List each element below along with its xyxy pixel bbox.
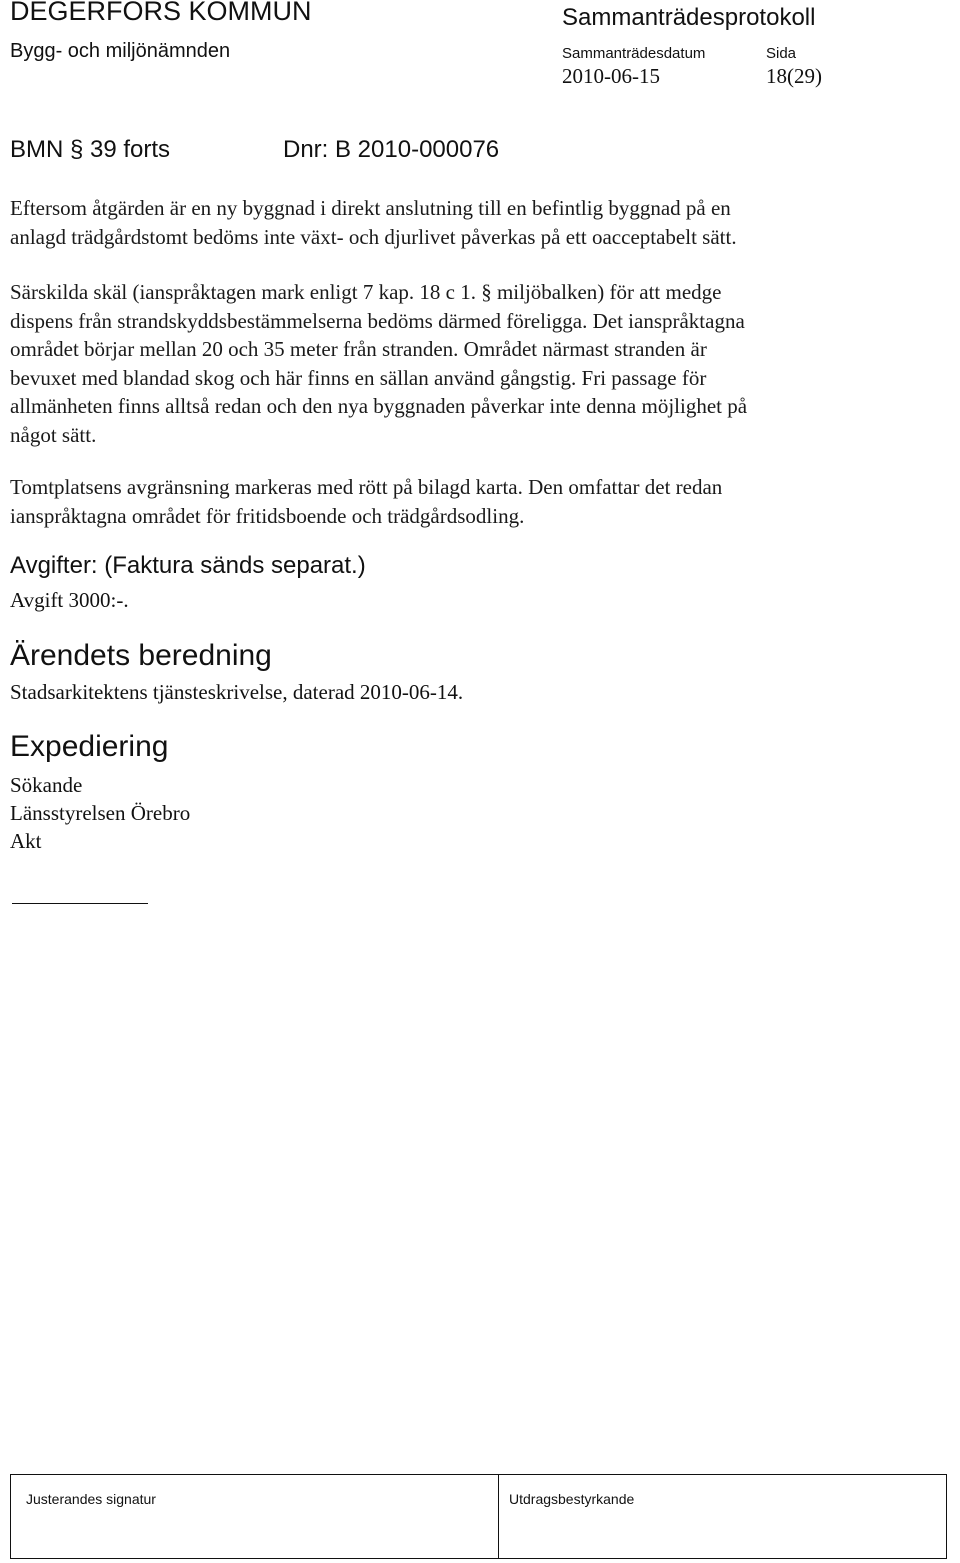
dispatch-recipient: Akt (10, 829, 42, 853)
fees-heading: Avgifter: (Faktura sänds separat.) (10, 552, 366, 579)
signature-label: Justerandes signatur (26, 1491, 156, 1507)
text-line: Tomtplatsens avgränsning markeras med rött på bilagd karta. Den omfattar det redan (10, 475, 723, 499)
extract-cell (499, 1475, 946, 1558)
case-number: Dnr: B 2010-000076 (283, 136, 500, 163)
fee-amount: Avgift 3000:-. (10, 588, 129, 612)
text-line: området börjar mellan 20 och 35 meter från stranden. Området närmast stranden är (10, 337, 707, 361)
extract-label: Utdragsbestyrkande (509, 1491, 635, 1507)
text-line: dispens från strandskyddsbestämmelserna bedöms därmed föreligga. Det ianspråktagna (10, 308, 745, 333)
organization-name: DEGERFORS KOMMUN (10, 0, 312, 26)
paragraph-special-reasons (10, 278, 890, 449)
text-line: Särskilda skäl (ianspråktagen mark enligt 7 kap. 18 c 1. § miljöbalken) för att medge (10, 280, 722, 304)
dispatch-list (10, 771, 190, 855)
department-name: Bygg- och miljönämnden (10, 40, 231, 62)
paragraph-plot-boundary (10, 473, 890, 530)
meeting-date-label: Sammanträdesdatum (562, 45, 706, 62)
paragraph-assessment (10, 194, 890, 251)
text-line: anlagd trädgårdstomt bedöms inte växt- och djurlivet påverkas på ett oacceptabelt sätt. (10, 224, 737, 249)
text-line: allmänheten finns alltså redan och den nya byggnaden påverkar inte denna möjlighet på (10, 394, 748, 418)
text-line: bevuxet med blandad skog och här finns en sällan använd gångstig. Fri passage för (10, 365, 707, 390)
section-heading: BMN § 39 forts (10, 136, 171, 163)
dispatch-heading: Expediering (10, 730, 169, 763)
page-number: 18(29) (766, 64, 822, 88)
signature-box (10, 1474, 947, 1559)
document-type: Sammanträdesprotokoll (562, 4, 816, 31)
dispatch-recipient: Länsstyrelsen Örebro (10, 801, 191, 825)
dispatch-recipient: Sökande (10, 773, 83, 797)
preparation-heading: Ärendets beredning (10, 639, 272, 672)
text-line: Eftersom åtgärden är en ny byggnad i direkt anslutning till en befintlig byggnad på en (10, 196, 731, 220)
signature-cell (11, 1475, 499, 1558)
preparation-text: Stadsarkitektens tjänsteskrivelse, daterad 2010-06-14. (10, 680, 464, 704)
text-line: ianspråktagna området för fritidsboende och trädgårdsodling. (10, 503, 525, 528)
page-label: Sida (766, 45, 797, 62)
text-line: något sätt. (10, 422, 97, 447)
separator-line (12, 903, 148, 904)
meeting-date-value: 2010-06-15 (562, 64, 660, 88)
